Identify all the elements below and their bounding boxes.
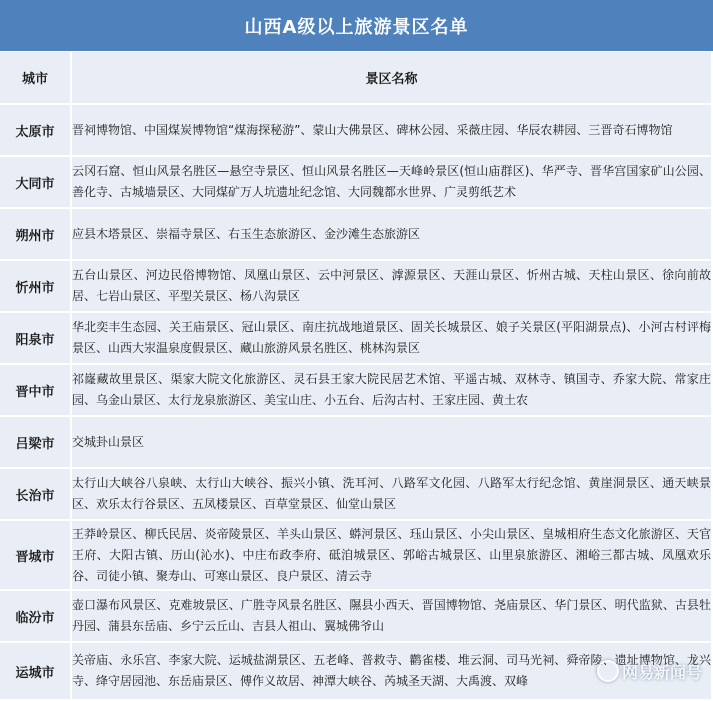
city-cell: 运城市 [0, 643, 72, 701]
city-cell: 朔州市 [0, 209, 72, 261]
table-header-row [0, 52, 713, 105]
city-cell: 晋城市 [0, 521, 72, 591]
spots-cell: 太行山大峡谷八泉峡、太行山大峡谷、振兴小镇、洗耳河、八路军文化园、八路军太行纪念馆、黄崖洞景区、通天峡景区、欢乐太行谷景区、五凤楼景区、百草堂景区、仙堂山景区 [72, 469, 713, 521]
spots-cell: 交城卦山景区 [72, 417, 713, 469]
scenic-spots-table [0, 52, 713, 701]
spots-cell: 五台山景区、河边民俗博物馆、凤凰山景区、云中河景区、滹源景区、天涯山景区、忻州古城、天柱山景区、徐向前故居、七岩山景区、平型关景区、杨八沟景区 [72, 261, 713, 313]
spots-cell: 华北奕丰生态园、关王庙景区、冠山景区、南庄抗战地道景区、固关长城景区、娘子关景区(平阳湖景点)、小河古村评梅景区、山西大汖温泉度假景区、藏山旅游风景名胜区、桃林沟景区 [72, 313, 713, 365]
header-spots: 景区名称 [72, 52, 713, 105]
watermark-logo-icon [597, 660, 619, 682]
spots-cell: 王莽岭景区、柳氏民居、炎帝陵景区、羊头山景区、蟒河景区、珏山景区、小尖山景区、皇城相府生态文化旅游区、天官王府、大阳古镇、历山(沁水)、中庄布政李府、砥洎城景区、郭峪古城景区、山里泉旅游区、湘峪三都古城、凤凰欢乐谷、司徒小镇、聚寿山、可寒山景区、良户景区、清云寺 [72, 521, 713, 591]
city-cell: 大同市 [0, 157, 72, 209]
spots-cell: 祁嶐藏故里景区、渠家大院文化旅游区、灵石县王家大院民居艺术馆、平遥古城、双林寺、镇国寺、乔家大院、常家庄园、乌金山景区、太行龙泉旅游区、美宝山庄、小五台、后沟古村、王家庄园、黄土农 [72, 365, 713, 417]
table-title: 山西A级以上旅游景区名单 [0, 0, 713, 51]
table-row [0, 469, 713, 521]
table-row [0, 313, 713, 365]
table-row [0, 157, 713, 209]
spots-cell: 关帝庙、永乐宫、李家大院、运城盐湖景区、五老峰、普救寺、鹳雀楼、堆云洞、司马光祠、舜帝陵、遗址博物馆、龙兴寺、绛守居园池、东岳庙景区、傅作义故居、神潭大峡谷、芮城圣天湖、大禹渡、双峰 [72, 643, 713, 701]
table-row [0, 521, 713, 591]
watermark-text: 网易新闻号 [622, 662, 703, 682]
table-row [0, 591, 713, 643]
table-row [0, 261, 713, 313]
city-cell: 忻州市 [0, 261, 72, 313]
city-cell: 长治市 [0, 469, 72, 521]
spots-cell: 应县木塔景区、崇福寺景区、右玉生态旅游区、金沙滩生态旅游区 [72, 209, 713, 261]
spots-cell: 晋祠博物馆、中国煤炭博物馆“煤海探秘游”、蒙山大佛景区、碑林公园、采薇庄园、华辰农耕园、三晋奇石博物馆 [72, 105, 713, 157]
city-cell: 吕梁市 [0, 417, 72, 469]
city-cell: 阳泉市 [0, 313, 72, 365]
city-cell: 晋中市 [0, 365, 72, 417]
city-cell: 太原市 [0, 105, 72, 157]
table-row [0, 209, 713, 261]
spots-cell: 云冈石窟、恒山风景名胜区—悬空寺景区、恒山风景名胜区—天峰岭景区(恒山庙群区)、华严寺、晋华宫国家矿山公园、善化寺、古城墙景区、大同煤矿万人坑遗址纪念馆、大同魏都水世界、广灵剪纸艺术 [72, 157, 713, 209]
table-row [0, 417, 713, 469]
city-cell: 临汾市 [0, 591, 72, 643]
watermark [597, 656, 709, 686]
table-row [0, 365, 713, 417]
table-row [0, 105, 713, 157]
header-city: 城市 [0, 52, 72, 105]
spots-cell: 壶口瀑布风景区、克难坡景区、广胜寺风景名胜区、隰县小西天、晋国博物馆、尧庙景区、华门景区、明代监狱、古县牡丹园、蒲县东岳庙、乡宁云丘山、吉县人祖山、翼城佛爷山 [72, 591, 713, 643]
